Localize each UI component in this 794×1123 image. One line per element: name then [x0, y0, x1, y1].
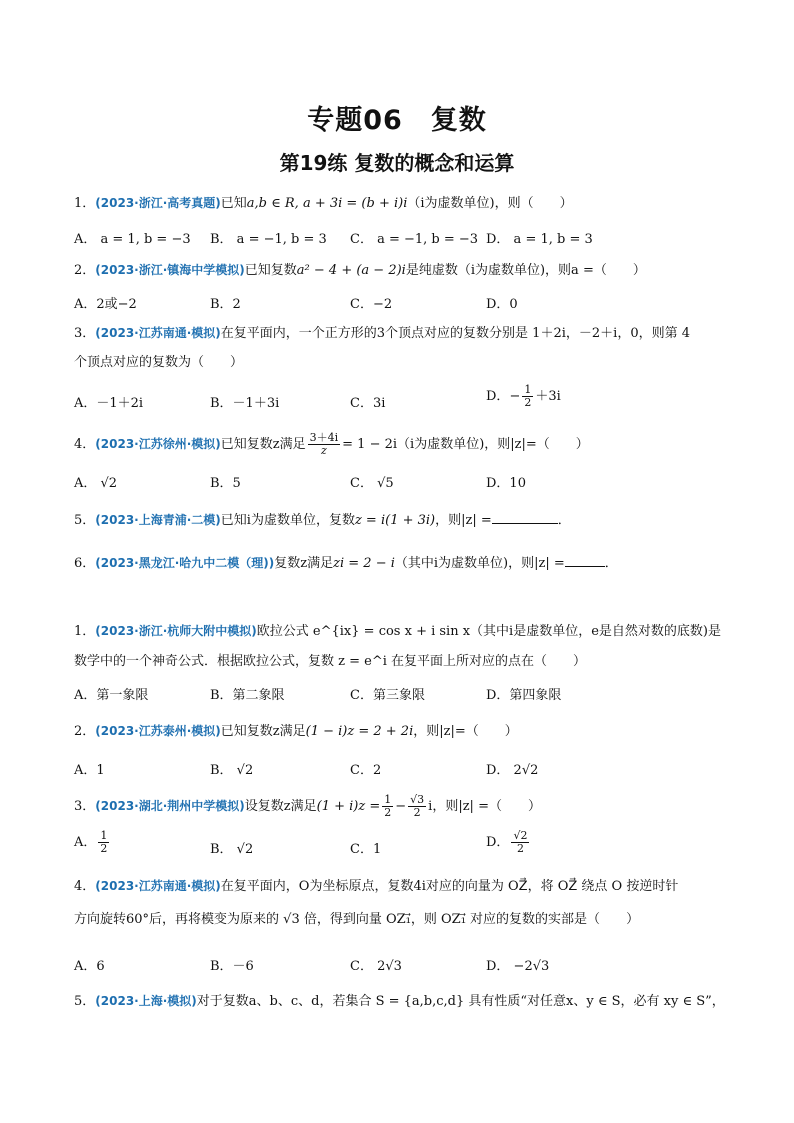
question-text: 欧拉公式 e^{ix} = cos x + i sin x（其中i是虚数单位，e是自然对数的底数)是	[256, 624, 721, 639]
question-source: (2023·上海·模拟)	[95, 994, 197, 1008]
options-2-2	[74, 759, 714, 781]
numerator: √2	[513, 829, 528, 842]
question-source: (2023·江苏泰州·模拟)	[95, 724, 221, 738]
answer-blank[interactable]	[492, 509, 558, 524]
math-expression: zi = 2 − i	[333, 556, 395, 571]
question-source: (2023·江苏南通·模拟)	[95, 879, 221, 893]
math-expression: a² − 4 + (a − 2)i	[296, 263, 406, 278]
question-text: （其中i为虚数单位)，则|z| =	[394, 556, 565, 571]
question-1-3-cont: 个顶点对应的复数为（ ）	[74, 355, 244, 370]
question-text: 设复数z满足	[244, 799, 317, 814]
option-b: B．第二象限	[210, 688, 285, 703]
question-text: 在复平面内，O为坐标原点，复数4i对应的向量为 OZ⃗，将 OZ⃗ 绕点 O 按逆时针	[220, 879, 679, 894]
options-1-4	[74, 472, 714, 494]
option-a	[74, 830, 111, 855]
question-number: 1．	[74, 196, 96, 211]
options-2-3	[74, 829, 714, 860]
denominator: 2	[384, 806, 392, 819]
math-expression: (1 + i)z =	[316, 799, 381, 814]
option-c: C．2	[350, 763, 382, 778]
page-title: 专题06 复数	[307, 105, 487, 136]
question-text: i，则|z| =（ ）	[428, 799, 541, 814]
denominator: 2	[413, 806, 421, 819]
question-text: 已知复数	[244, 263, 297, 278]
question-2-1	[74, 621, 721, 642]
fraction	[382, 794, 393, 819]
option-d	[486, 830, 531, 855]
question-number: 4．	[74, 437, 96, 452]
question-1-6: 6．(2023·黑龙江·哈九中二模（理))复数z满足zi = 2 − i（其中i为虚数单位)，则|z| = ．	[74, 552, 618, 574]
options-1-1	[74, 228, 714, 250]
option-a: A． √2	[74, 476, 118, 491]
question-number: 3．	[74, 799, 96, 814]
fraction	[308, 432, 341, 457]
option-c: C．3i	[350, 396, 386, 411]
fraction	[511, 830, 529, 855]
question-source: (2023·浙江·杭师大附中模拟)	[95, 624, 257, 638]
numerator: √3	[410, 793, 425, 806]
option-a: A．第一象限	[74, 688, 149, 703]
options-2-4	[74, 955, 714, 977]
question-2-4-cont: 方向旋转60°后，再将模变为原来的 √3 倍，得到向量 OZ₁⃗，则 OZ₁⃗ 对应的复数的实部是（ ）	[74, 912, 640, 927]
denominator: 2	[100, 842, 108, 855]
option-c: C． a = −1, b = −3	[350, 232, 479, 247]
option-b: B．－6	[210, 959, 254, 974]
option-c: C． 2√3	[350, 959, 402, 974]
question-2-2	[74, 721, 518, 742]
question-source: (2023·黑龙江·哈九中二模（理))	[95, 556, 275, 570]
option-d: D． −2√3	[486, 959, 550, 974]
option-b: B． √2	[210, 763, 254, 778]
option-a: A．2或−2	[74, 297, 137, 312]
fraction	[522, 384, 533, 409]
options-1-2	[74, 293, 714, 315]
question-number: 5．	[74, 513, 96, 528]
math-tail: ＋3i	[535, 389, 561, 404]
question-source: (2023·江苏南通·模拟)	[95, 326, 221, 340]
question-number: 2．	[74, 263, 96, 278]
question-text: 已知i为虚数单位，复数	[220, 513, 355, 528]
math-expression: (1 − i)z = 2 + 2i	[305, 724, 414, 739]
option-label: D．	[486, 389, 510, 404]
numerator: 1	[524, 383, 532, 396]
numerator: 3＋4i	[309, 431, 339, 444]
question-source: (2023·湖北·荆州中学模拟)	[95, 799, 245, 813]
question-text: 是纯虚数（i为虚数单位)，则a =（ ）	[405, 263, 646, 278]
option-c: C．第三象限	[350, 688, 425, 703]
question-source: (2023·上海青浦·二模)	[95, 513, 221, 527]
option-b: B． √2	[210, 842, 254, 857]
question-2-3	[74, 794, 541, 819]
question-number: 5．	[74, 994, 96, 1009]
question-source: (2023·江苏徐州·模拟)	[95, 437, 221, 451]
numerator: 1	[384, 793, 392, 806]
option-b: B．5	[210, 476, 241, 491]
math-expression: a,b ∈ R, a + 3i = (b + i)i	[246, 196, 408, 211]
option-a: A．6	[74, 959, 105, 974]
question-text: 在复平面内，一个正方形的3个顶点对应的复数分别是 1＋2i，－2＋i，0，则第 4	[220, 326, 690, 341]
question-2-5	[74, 991, 725, 1012]
options-1-3	[74, 383, 714, 414]
question-number: 1．	[74, 624, 96, 639]
denominator: z	[321, 444, 327, 457]
option-d: D．0	[486, 297, 518, 312]
question-text: 复数z满足	[274, 556, 334, 571]
answer-blank[interactable]	[565, 552, 605, 567]
question-1-4	[74, 432, 589, 457]
option-label: A．	[74, 835, 97, 850]
option-b: B．2	[210, 297, 241, 312]
question-text: = 1 − 2i（i为虚数单位)，则|z|=（ ）	[342, 437, 589, 452]
question-text: ，则|z|=（ ）	[413, 724, 518, 739]
option-d: D． 2√2	[486, 763, 539, 778]
question-1-1	[74, 193, 573, 214]
option-a: A． a = 1, b = −3	[74, 232, 191, 247]
question-number: 2．	[74, 724, 96, 739]
question-text: 已知复数z满足	[220, 437, 306, 452]
fraction	[98, 830, 109, 855]
math-sign: −	[395, 799, 407, 814]
question-source: (2023·浙江·镇海中学模拟)	[95, 263, 245, 277]
question-1-5: 5．(2023·上海青浦·二模)已知i为虚数单位，复数z = i(1 + 3i)，则|z| = ．	[74, 509, 571, 531]
question-text: 已知复数z满足	[220, 724, 306, 739]
question-1-3	[74, 323, 690, 344]
option-d: D．第四象限	[486, 688, 562, 703]
option-label: D．	[486, 835, 510, 850]
math-sign: −	[509, 389, 521, 404]
denominator: 2	[516, 842, 524, 855]
fraction	[408, 794, 426, 819]
question-number: 6．	[74, 556, 96, 571]
question-source: (2023·浙江·高考真题)	[95, 196, 221, 210]
option-c: C． √5	[350, 476, 394, 491]
option-c: C．−2	[350, 297, 393, 312]
option-d	[486, 384, 561, 409]
option-b: B． a = −1, b = 3	[210, 232, 327, 247]
option-d: D．10	[486, 476, 526, 491]
question-2-4	[74, 876, 678, 897]
question-text: 已知	[220, 196, 247, 211]
question-2-1-cont: 数学中的一个神奇公式．根据欧拉公式，复数 z = e^i 在复平面上所对应的点在（ ）	[74, 654, 587, 669]
page-subtitle: 第19练 复数的概念和运算	[279, 151, 515, 175]
math-expression: z = i(1 + 3i)	[354, 513, 436, 528]
question-1-2	[74, 260, 646, 281]
denominator: 2	[524, 396, 532, 409]
question-number: 4．	[74, 879, 96, 894]
numerator: 1	[100, 829, 108, 842]
option-a: A．－1＋2i	[74, 396, 144, 411]
option-d: D． a = 1, b = 3	[486, 232, 593, 247]
question-text: （i为虚数单位)，则（ ）	[407, 196, 573, 211]
option-c: C．1	[350, 842, 382, 857]
question-text: 对于复数a、b、c、d，若集合 S = {a,b,c,d} 具有性质“对任意x、y ∈ S，必有 xy ∈ S”，	[196, 994, 725, 1009]
options-2-1	[74, 684, 714, 706]
option-b: B．－1＋3i	[210, 396, 280, 411]
question-text: ，则|z| =	[435, 513, 492, 528]
option-a: A．1	[74, 763, 105, 778]
question-number: 3．	[74, 326, 96, 341]
